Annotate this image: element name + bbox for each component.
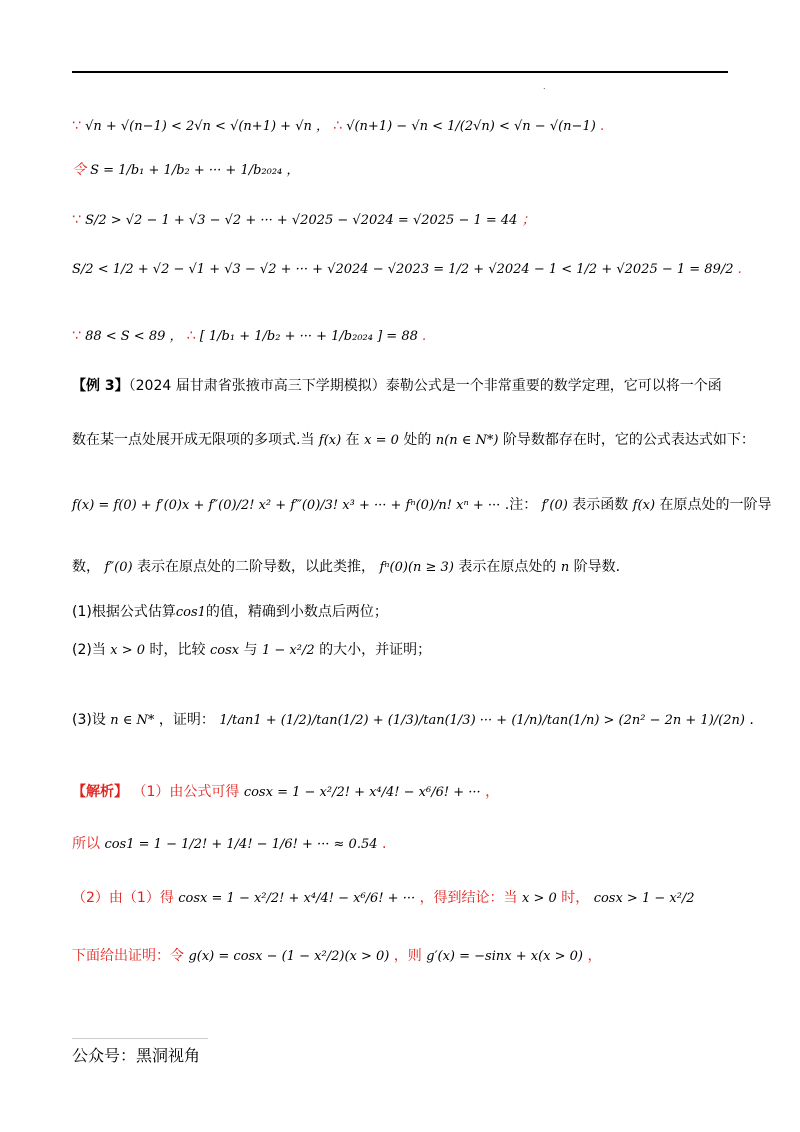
x-positive: x > 0 [110,643,146,658]
text-segment: ，则 [393,948,422,964]
text-segment: ，证明： [158,712,215,728]
question-2 [72,640,431,661]
line-3 [72,210,536,231]
line-end: . [599,119,605,134]
because-symbol: ∵ [72,328,81,344]
line-end: . [422,329,427,344]
example-tag: 【例 3】 [72,378,129,394]
text-segment: 数在某一点处展开成无限项的多项式.当 [72,432,315,448]
line-5 [72,326,426,347]
text-segment: 时， [561,890,590,906]
line-end: . [381,836,387,852]
text-segment: 与 [243,642,258,658]
note-label: .注： [504,497,538,513]
line-end: . [737,262,742,277]
x-zero: x = 0 [364,433,399,448]
taylor-line-2 [72,557,620,578]
lower-bound: S/2 > √2 − 1 + √3 − √2 + ··· + √2025 − √2024 = √2025 − 1 = 44 [85,213,518,228]
text-segment: 处的 [403,432,432,448]
example-3-title [72,376,722,396]
compare-expr: 1 − x²/2 [262,643,315,658]
n-cond: n ∈ N* [110,713,155,728]
text-segment: 数， [72,559,100,575]
floor-result: [ 1/b₁ + 1/b₂ + ··· + 1/b₂₀₂₄ ] = 88 [199,329,418,344]
g-definition: g(x) = cosx − (1 − x²/2)(x > 0) [188,949,390,964]
upper-bound: S/2 < 1/2 + √2 − √1 + √3 − √2 + ··· + √2024 − √2023 = 1/2 + √2024 − 1 < 1/2 + √2025 − 1 = 89/2 [72,262,734,277]
text-segment: 的大小，并证明； [319,642,432,658]
question-1 [72,602,388,623]
text-segment: 阶导数. [573,559,621,575]
text-segment: 的值，精确到小数点后两位； [205,604,388,620]
nth-derivative: fⁿ(0)(n ≥ 3) [379,560,454,575]
header-dot: . [543,82,546,91]
line-4 [72,260,742,280]
inequality-2: √(n+1) − √n < 1/(2√n) < √n − √(n−1) [346,119,596,134]
text-segment: 在原点处的一阶导 [659,497,772,513]
text-segment: 下面给出证明：令 [72,948,184,964]
text-segment: 表示在原点处的二阶导数，以此类推， [137,559,375,575]
header-rule [72,71,728,73]
cos1-approx: cos1 = 1 − 1/2! + 1/4! − 1/6! + ··· ≈ 0.54 [104,837,378,852]
text-segment: 时，比较 [149,642,206,658]
therefore-symbol: ∴ [333,118,343,134]
text-segment: 所以 [72,836,100,852]
n-cond: n(n ∈ N*) [435,433,499,448]
text-segment: 表示在原点处的 [458,559,557,575]
text-segment: 在 [345,432,360,448]
text-segment: 阶导数都存在时，它的公式表达式如下： [502,432,755,448]
inequality-to-prove: 1/tan1 + (1/2)/tan(1/2) + (1/3)/tan(1/3) ··· + (1/n)/tan(1/n) > (2n² − 2n + 1)/(2n) [219,713,745,728]
cos-series: cosx = 1 − x²/2! + x⁴/4! − x⁶/6! + ··· [243,785,481,800]
therefore-symbol: ∴ [186,328,196,344]
cosx-expr: cosx [209,643,240,658]
g-derivative: g′(x) = −sinx + x(x > 0) [426,949,583,964]
line-2 [72,160,299,181]
text-segment: （1）由公式可得 [132,784,240,800]
fx-expr: f(x) [632,498,656,513]
inequality-1: √n + √(n−1) < 2√n < √(n+1) + √n ， [85,119,329,134]
solution-1 [72,782,499,803]
text-segment: (1)根据公式估算 [72,604,176,620]
text-segment: 表示函数 [572,497,629,513]
line-1 [72,116,604,137]
text-segment: (3)设 [72,712,106,728]
text-segment: ，得到结论：当 [419,890,518,906]
fx-expr: f(x) [318,433,342,448]
text-segment: (2)当 [72,642,106,658]
first-derivative: f′(0) [541,498,568,513]
question-3 [72,710,754,731]
line-end: ， [587,948,602,964]
example-3-line-2 [72,430,755,451]
sum-definition: S = 1/b₁ + 1/b₂ + ··· + 1/b₂₀₂₄ ， [90,163,300,178]
x-positive: x > 0 [522,891,557,906]
line-end: ， [485,784,500,800]
second-derivative: f″(0) [104,560,133,575]
s-range: 88 < S < 89 ， [85,329,183,344]
cos1-expr: cos1 [175,605,206,620]
cos-series: cosx = 1 − x²/2! + x⁴/4! − x⁶/6! + ··· [178,891,416,906]
line-end: . [749,712,754,728]
solution-tag: 【解析】 [72,784,128,800]
line-end: ； [521,212,536,228]
taylor-formula: f(x) = f(0) + f′(0)x + f″(0)/2! x² + f‴(0)/3! x³ + ··· + fⁿ(0)/n! xⁿ + ··· [72,498,501,513]
solution-2b [72,946,601,967]
solution-2 [72,888,695,909]
taylor-line [72,495,772,516]
example-text: （2024 届甘肃省张掖市高三下学期模拟）泰勒公式是一个非常重要的数学定理，它可以将一个函 [128,378,722,394]
footer-watermark: 公众号：黑洞视角 [72,1038,208,1066]
n-symbol: n [560,560,570,575]
because-symbol: ∵ [72,118,81,134]
text-segment: （2）由（1）得 [72,890,174,906]
conclusion: cosx > 1 − x²/2 [593,891,695,906]
let-word: 令 [72,162,86,178]
solution-1b [72,834,386,855]
because-symbol: ∵ [72,212,81,228]
